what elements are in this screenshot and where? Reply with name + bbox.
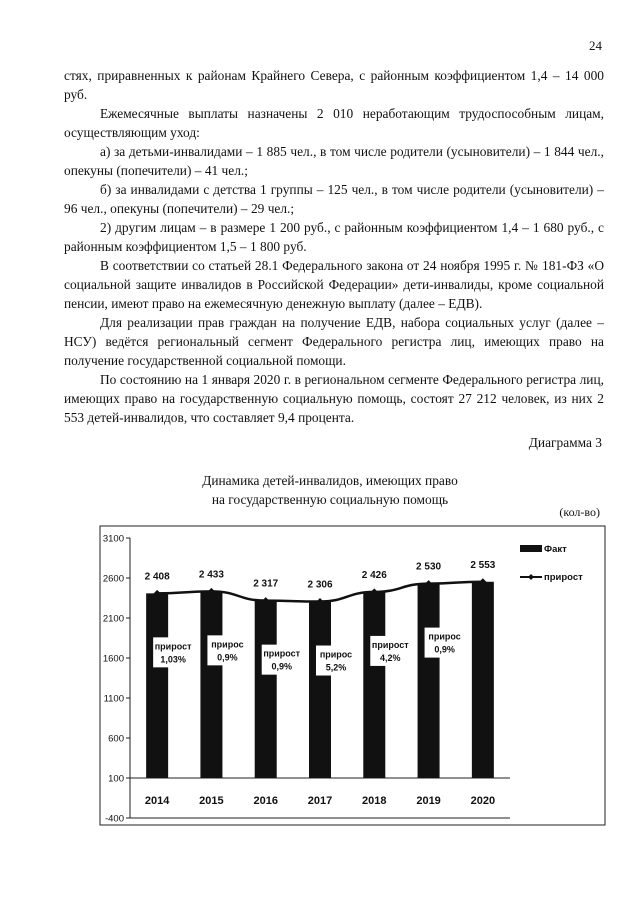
bar-data-label: 2 408 [144,571,170,583]
page-number: 24 [589,38,602,53]
bar [363,592,385,778]
growth-label-line-2: 0,9% [434,644,455,655]
bar-data-label: 2 306 [307,579,333,591]
growth-label-line-1: прирост [371,639,409,650]
y-tick-label: 2600 [102,573,124,585]
paragraph: Для реализации прав граждан на получение ЕДВ, набора социальных услуг (далее – НСУ) ведётся региональный сегмент Федерального регистра лиц, имеющих право на получение государственной социальной помощи. [64,315,604,368]
y-tick-label: 600 [108,733,124,745]
growth-label-line-2: 0,9% [217,652,238,663]
bar [146,593,168,778]
bar-data-label: 2 553 [470,559,496,571]
growth-label-line-1: прирост [263,648,301,659]
bar [472,582,494,778]
growth-label-line-1: прирос [211,639,244,650]
x-tick-label: 2020 [470,795,496,807]
paragraph: По состоянию на 1 января 2020 г. в региональном сегменте Федерального регистра лиц, имеющих право на государственную социальную помощь, состоят 27 212 человек, из них 2 553 детей-инвалидов, что составляет 9,4 процента. [64,372,604,425]
bar [255,601,277,778]
x-tick-label: 2019 [416,795,441,807]
bar [200,591,222,778]
bar-data-label: 2 317 [253,578,279,590]
growth-label-line-1: прирост [154,641,192,652]
bar [418,584,440,778]
legend-label: прирост [544,572,583,583]
y-tick-label: 3100 [102,533,124,545]
diagram-label: Диаграмма 3 [528,435,602,450]
paragraph: Ежемесячные выплаты назначены 2 010 неработающим трудоспособным лицам, осуществляющим уход: [64,106,604,140]
y-tick-label: 1100 [103,693,124,705]
legend-swatch-bar [520,545,542,552]
bar [309,602,331,778]
growth-label-line-2: 4,2% [380,652,401,663]
growth-label-line-2: 5,2% [325,662,347,673]
x-tick-label: 2015 [199,795,224,807]
x-tick-label: 2017 [307,795,333,807]
x-tick-label: 2014 [144,795,170,807]
chart-title-line-2: на государственную социальную помощь [211,492,449,507]
x-tick-label: 2018 [362,795,387,807]
y-tick-label: 2100 [102,613,124,625]
y-tick-label: 100 [108,773,124,785]
chart-title-line-1: Динамика детей-инвалидов, имеющих право [202,473,458,488]
growth-label-line-1: прирос [428,631,461,642]
growth-label-line-1: прирос [319,649,353,660]
paragraph: б) за инвалидами с детства 1 группы – 125 чел., в том числе родители (усыновители) – 96 чел., опекуны (попечители) – 29 чел.; [64,182,604,216]
paragraph: В соответствии со статьей 28.1 Федерального закона от 24 ноября 1995 г. № 181-ФЗ «О социальной защите инвалидов в Российской Федерации» дети-инвалиды, кроме социальной пенсии, имеют право на ежемесячную денежную выплату (далее – ЕДВ). [64,258,604,311]
units-label: (кол-во) [559,505,600,519]
y-tick-label: -400 [104,813,124,825]
paragraph: а) за детьми-инвалидами – 1 885 чел., в том числе родители (усыновители) – 1 844 чел., опекуны (попечители) – 41 чел.; [64,144,604,178]
y-tick-label: 1600 [102,653,124,665]
growth-label-line-2: 1,03% [160,654,186,665]
bar-data-label: 2 426 [361,569,387,581]
paragraph: 2) другим лицам – в размере 1 200 руб., с районным коэффициентом 1,4 – 1 680 руб., с районным коэффициентом 1,5 – 1 800 руб. [64,220,604,254]
paragraph: стях, приравненных к районам Крайнего Севера, с районным коэффициентом 1,4 – 14 000 руб. [64,68,604,102]
x-tick-label: 2016 [253,795,278,807]
bar-data-label: 2 530 [416,561,442,573]
legend-label: Факт [544,544,567,555]
growth-label-line-2: 0,9% [271,661,292,672]
bar-data-label: 2 433 [198,569,224,581]
